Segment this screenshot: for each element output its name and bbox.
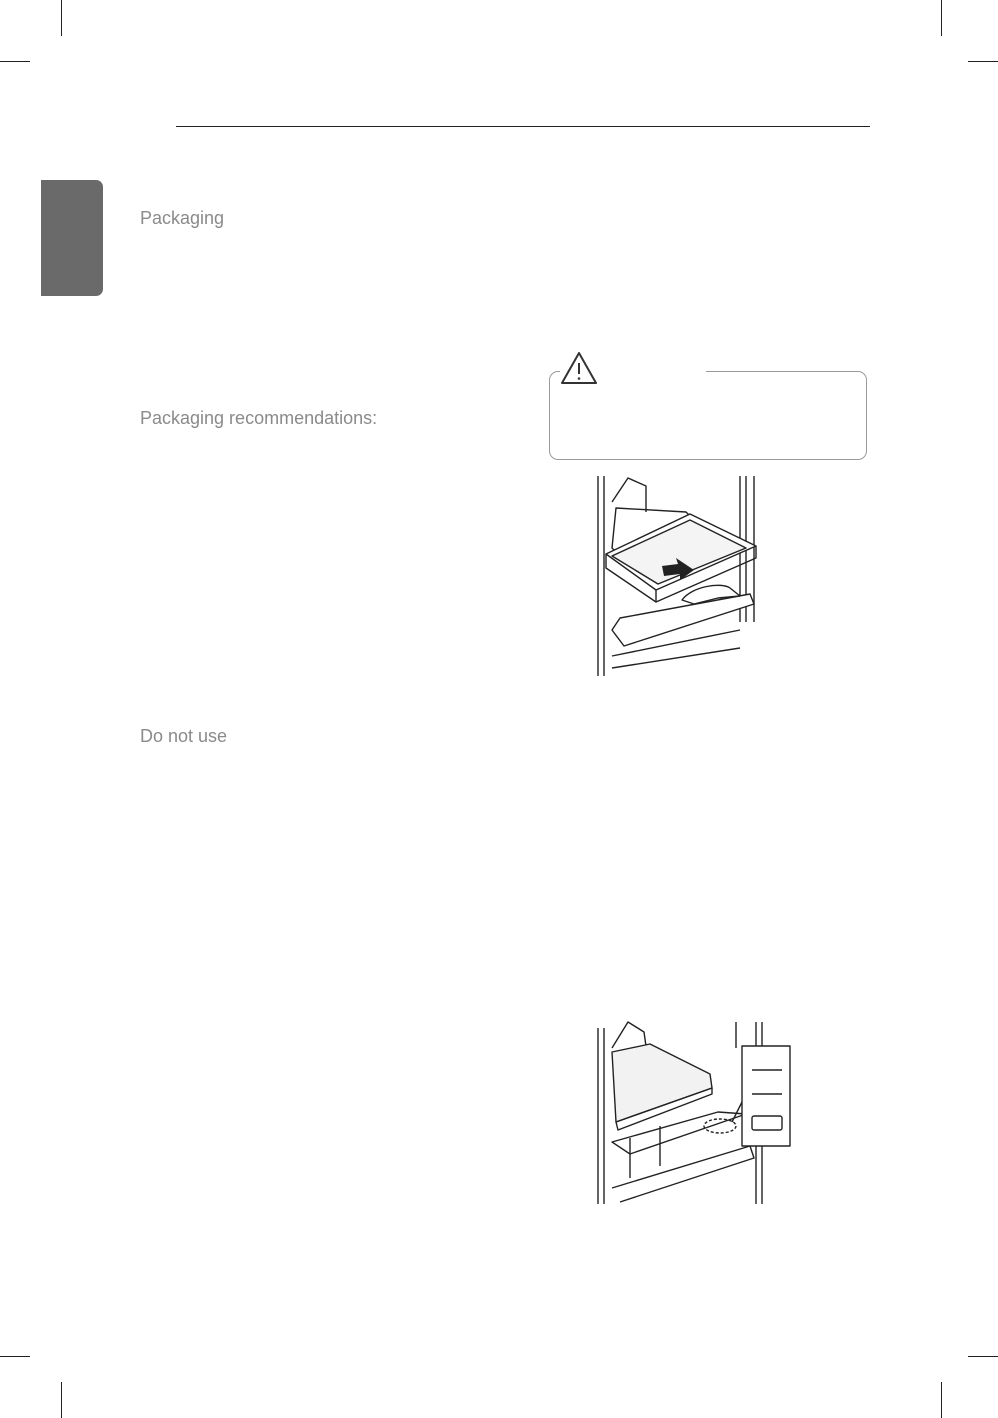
crop-mark-bottom-left-h [0,1356,30,1357]
crop-mark-top-right-v [941,0,942,36]
crop-mark-top-left-v [61,0,62,36]
crop-mark-bottom-right-v [941,1382,942,1418]
crop-mark-top-right-h [968,61,998,62]
crop-mark-bottom-right-h [968,1356,998,1357]
crop-mark-bottom-left-v [61,1382,62,1418]
header-rule [176,126,870,127]
heading-do-not-use: Do not use [140,726,228,746]
heading-packaging-recommendations: Packaging recommendations: [140,408,378,428]
section-side-tab [41,180,103,296]
shelf-removal-illustration [590,472,770,676]
heading-packaging: Packaging [140,208,225,228]
crop-mark-top-left-h [0,61,30,62]
warning-triangle-icon [559,350,599,386]
drawer-control-illustration [590,1018,800,1204]
